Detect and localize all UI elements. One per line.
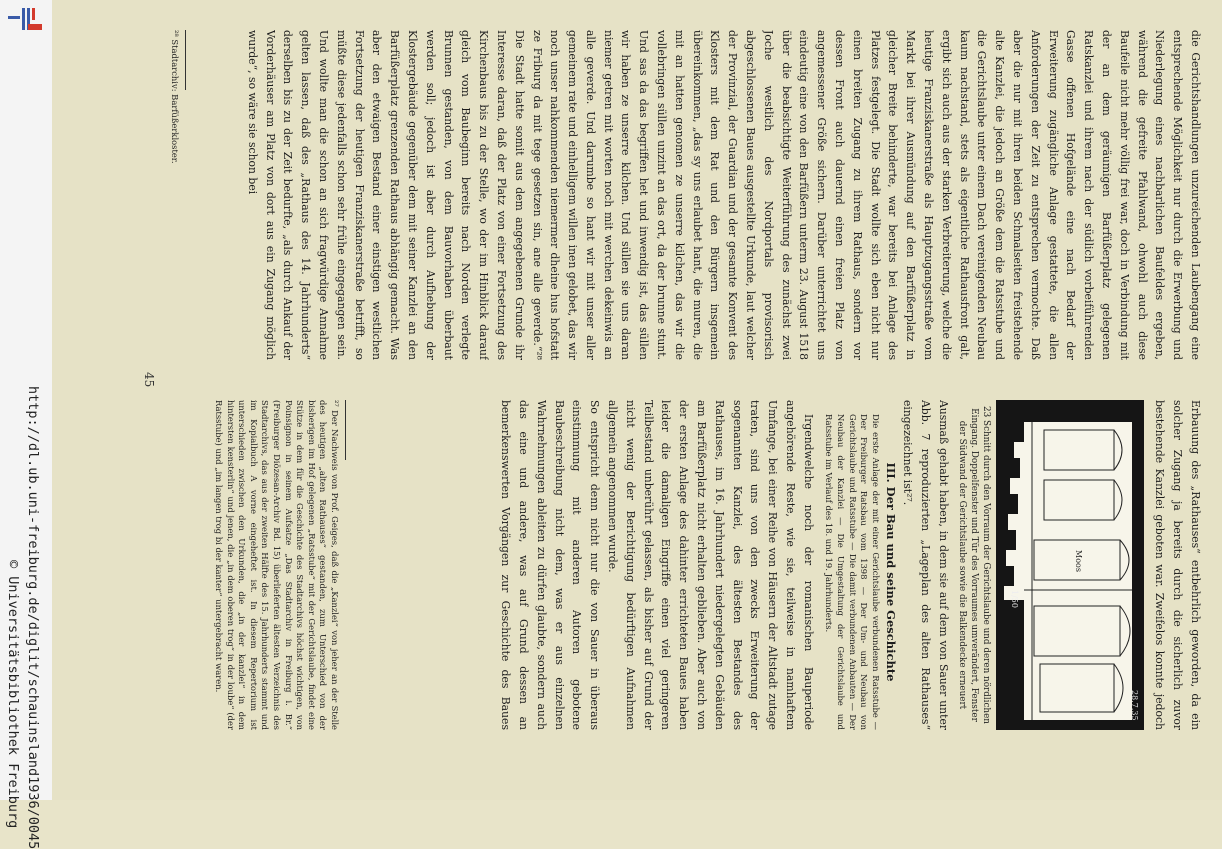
library-logo-icon[interactable] xyxy=(8,8,42,44)
left-column-text: die Gerichtshandlungen unzureichenden Laubengang eine entsprechende Möglichkeit nur durch die Erwerbung und Niederlegung eines nachbarlichen Baufeldes ergeben, während die gefreite Pfahlwand, ohwohl auch diese Baufeile nicht mehr völlig frei war, doch in Verbindung mit der an dem geräumigen Barfüßerplatz gelegenen Ratskanzlei und ihrem nach der südlich vorbeiführenden Gasse offenen Hofgelände eine nach Bedarf der Erweiterung zugängliche Anlage gestattete, die allen Anforderungen der Zeit zu entsprechen vermochte. Daß aber die nur mit ihren beiden Schmalseiten freistehende alte Kanzlei, die jedoch an Größe dem die Ratsstube und die Gerichtslaube unter einem Dach vereinigenden Neubau kaum nachstand, stets als eigentliche Rathausfront galt, ergibt sich auch aus der starken Verbreiterung, welche die heutige Franziskanerstraße als Hauptzugangsstraße vom Markt bei ihrer Ausmündung auf den Barfüßerplatz in gleicher Breite behinderte, war bereits bei Anlage des Platzes festgelegt. Die Stadt wollte sich eben nicht nur einen breiten Zugang zu ihrem Rathaus, sondern vor dessen Front auch dauernd einen freien Platz von angemessener Größe sichern. Darüber unterrichtet uns eindeutig eine von den Barfüßern unterm 23. August 1518 über die beabsichtigte Weiterführung des zunächst zwei Joche westlich des Nordportals provisorisch abgeschlossenen Baues ausgestellte Urkunde, laut welcher der Provinzial, der Guardian und der gesamte Konvent des Klosters mit dem Rat und den Bürgern insgemein übereinkommen, „das sy uns erlaubet hant, die muren, die mit an hatten genomen ze unserre kilchen, das wir die vollebringen süllen unzint an das ort, da der brunne stunt. Und sas da das begriffen het und inwendig ist, das süllen wir haben ze unserre kilchen. Und süllen sie uns daran niemer getren mit worten noch mit werchen dekeinwis an alle geverde. Und darumbe so hant wir mit unser aller gemeinem rate und einhelligem willen inen gelobet, das wir noch unser nahkommenden niemermer dheine hus hofstatt ze Friburg da mit tege gesetzen sin, ane alle geverde.“²⁸ Die Stadt hatte somit aus dem angegebenen Grunde ihr Interesse daran, daß der Platz von einer Fortsetzung des Kirchenbaus bis zu der Stelle, wo der im Hinblick darauf gleich vom Baubeginn bereits nach Norden verlegte Brunnen gestanden, von dem Bauvorhaben überbaut werden soll; jedoch ist aber durch Aufhebung der Klostergebäude gegenüber dem mit seiner Kanzlei an den Barfüßerplatz grenzenden Rathaus abhängig gemacht. Was aber den etwaigen Bestand einer einstigen westlichen Fortsetzung der heutigen Franziskanerstraße betrifft, so müßte diese jedenfalls schon sehr frühe eingegangen sein. Und wollte man die schon an sich fragwürdige Annahme gelten lassen, daß des „Rathaus des 14. Jahrhunderts“ derselben bis zu der Zeit bedurfte, „als durch Ankauf der Vorderhäuser am Platz von dort aus ein Zugang möglich wurde“, so wäre sie schon bei xyxy=(245,30,1202,360)
left-column xyxy=(204,30,1204,360)
right-footnote: ²⁷ Der Nachweis von Prof. Geiges, daß die „Kanzlei“ von jeher an der Stelle des heutigen „alten Rathauses“ gestanden, zum Unterschied von der bisherigen im Hof gelegenen „Ratsstube“ mit der Gerichtslaube, findet eine Stütze in dem für die Geschichte des Stadtarchivs höchst wichtigen, von Poinsignon in seinem Aufsatze „Das Stadtarchiv in Freiburg i. Br.“ (Freiburger Diözesan-Archiv Bd. 15) überlieferten ältesten Verzeichnis des Stadtarchivs, das aus der zweiten Hälfte des 15. Jahrhunderts stammt und im Kopialbuch A vorne eingeheftet ist. In diesem Repertorium ist unterschieden zwischen den Urkunden, die „in der kanzlei“ in dem hintersten kensterlin“ und jenen, die „in dem oberen trog“ in der loube“ (der Ratsstube) und „im langen trog bi der kanter“ untergebracht waren. xyxy=(214,400,340,730)
section-drawing-figure xyxy=(996,400,1144,730)
left-footnote: ²⁸ Stadtarchiv: Barfüßerkloster. xyxy=(170,30,180,164)
section-summary: Die erste Anlage der mit einer Gerichtslaube verbundenen Ratsstube — Der Freiburger Ratsbau vom 1398 — Der Um- und Neubau von Gerichtslaube und Ratsstube — Die damit verbundenen Anbauten — Der Neubau der Kanzlei — Die Umgestaltung der Gerichtslaube und Ratsstube im Verlauf des 18. und 19. Jahrhunderts. xyxy=(824,414,881,730)
figure-sign: 28.7.35 xyxy=(1130,690,1139,721)
right-column-body: Irgendwelche noch der romanischen Bauperiode angehörende Reste, wie sie, teilweise in namhaftem Umfange, bei einer Reihe von Häusern der Altstadt zutage traten, sind uns von den zwecks Erweiterung der sogenannten Kanzlei, des ältesten Bestandes des Rathauses, im 16. Jahrhundert niedergelegten Gebäuden am Barfüßerplatz nicht erhalten geblieben. Aber auch von der ersten Anlage des dahinter errichteten Baues haben leider die damaligen Eingriffe einen viel geringeren Teilbestand unberührt gelassen, als bisher auf Grund der nicht wenig der Berichtigung bedürftigen Aufnahmen allgemein angenommen wurde. So entspricht denn nicht nur die von Sauer in überaus einstimmung mit anderen Autoren gebotene Baubeschreibung nicht dem, was er aus einzelnen Wahrnehmungen ableiten zu dürfen glaubte, sondern auch das eine und andere, was auf Grund dessen an bemerkenswerten Vorgängen zur Geschichte des Baues xyxy=(499,400,815,730)
right-column-after-figure xyxy=(497,400,952,730)
scanned-page xyxy=(52,0,1222,800)
viewer-sidebar xyxy=(0,0,52,849)
permalink-url[interactable]: http://dl.ub.uni-freiburg.de/diglit/schauinsland1936/0045 xyxy=(25,386,41,849)
figure-left-mark: Moos xyxy=(1074,550,1083,572)
figure-scale: 1/50 xyxy=(1010,590,1019,608)
right-column-after-figure-text: Ausmaß gehabt haben, in dem sie auf dem von Sauer unter Abb. 7 reproduzierten „Lageplan des alten Rathauses“ eingezeichnet ist²⁷. xyxy=(901,400,950,730)
section-heading: III. Der Bau und seine Geschichte xyxy=(883,462,898,682)
figure-caption: 23 Schnitt durch den Vorraum der Gerichtslaube und deren nördlichen Eingang. Doppelfenster und Tür des Vorraumes umverändert, Fenster der Südwand der Gerichtslaube sowie die Balkendecke erneuert xyxy=(957,406,991,724)
page-number: 45 xyxy=(142,372,156,388)
section-drawing xyxy=(996,400,1144,730)
right-column-top: Erbauung des „Rathauses“ entbehrlich geworden, da ein solcher Zugang ja bereits durch die sicherlich zuvor bestehende Kanzlei geboten war. Zweifelos konnte jedoch xyxy=(1153,400,1202,730)
left-footnote-rule xyxy=(185,30,186,90)
copyright-notice: © Universitätsbibliothek Freiburg xyxy=(5,560,21,829)
right-footnote-rule xyxy=(345,400,346,460)
